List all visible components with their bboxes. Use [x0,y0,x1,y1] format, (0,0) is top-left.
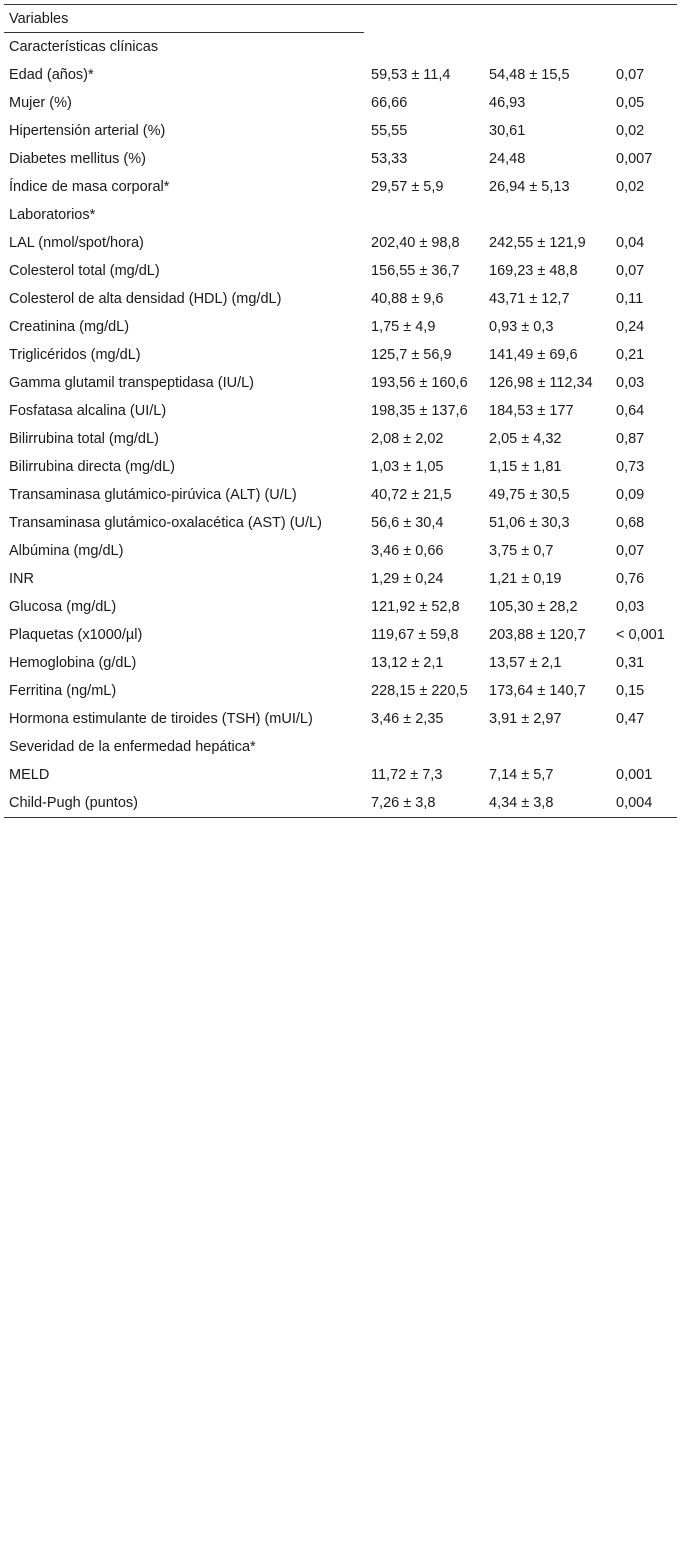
p-value-cell: 0,02 [616,123,645,139]
group-2-value-cell: 105,30 ± 28,2 [489,599,578,615]
table-row [4,285,677,313]
empty-cell [611,33,677,61]
group-1-value-cell: 29,57 ± 5,9 [371,179,444,195]
variable-cell: Child-Pugh (puntos) [9,795,138,811]
group-1-value-cell: 40,88 ± 9,6 [371,291,444,307]
header-variables: Variables [4,5,366,34]
group-1-value-cell: 56,6 ± 30,4 [371,515,444,531]
table-row [4,145,677,173]
table-row [4,705,677,733]
table-row [4,369,677,397]
table-row [4,761,677,789]
group-2-value-cell: 7,14 ± 5,7 [489,767,554,783]
table-row [4,397,677,425]
table-row [4,649,677,677]
variable-cell: Triglicéridos (mg/dL) [9,347,141,363]
group-2-value-cell: 24,48 [489,151,526,167]
p-value-cell: 0,03 [616,599,645,615]
variable-cell: Transaminasa glutámico-pirúvica (ALT) (U/L) [9,487,297,503]
table-row [4,677,677,705]
group-1-value-cell: 2,08 ± 2,02 [371,431,444,447]
empty-cell [366,733,484,761]
group-2-value-cell: 3,91 ± 2,97 [489,711,562,727]
group-2-value-cell: 141,49 ± 69,6 [489,347,578,363]
p-value-cell: 0,21 [616,347,645,363]
variable-cell: Transaminasa glutámico-oxalacética (AST) (U/L) [9,515,322,531]
variable-cell: Glucosa (mg/dL) [9,599,117,615]
group-2-value-cell: 203,88 ± 120,7 [489,627,586,643]
group-1-value-cell: 198,35 ± 137,6 [371,403,468,419]
group-2-value-cell: 46,93 [489,95,526,111]
table-row [4,789,677,818]
group-2-value-cell: 1,15 ± 1,81 [489,459,562,475]
variable-cell: Mujer (%) [9,95,72,111]
group-2-value-cell: 184,53 ± 177 [489,403,574,419]
group-2-value-cell: 242,55 ± 121,9 [489,235,586,251]
p-value-cell: 0,05 [616,95,645,111]
p-value-cell: 0,001 [616,767,653,783]
group-2-value-cell: 49,75 ± 30,5 [489,487,570,503]
p-value-cell: 0,76 [616,571,645,587]
p-value-cell: 0,47 [616,711,645,727]
empty-cell [366,33,484,61]
variable-cell: Hormona estimulante de tiroides (TSH) (mUI/L) [9,711,313,727]
table-row [4,61,677,89]
variable-cell: Edad (años)* [9,67,94,83]
group-1-value-cell: 11,72 ± 7,3 [371,767,443,783]
group-1-value-cell: 53,33 [371,151,408,167]
group-1-value-cell: 193,56 ± 160,6 [371,375,468,391]
table-row [4,341,677,369]
variable-cell: MELD [9,767,50,783]
table-row [4,481,677,509]
data-table-container [4,4,677,818]
variable-cell: LAL (nmol/spot/hora) [9,235,144,251]
group-2-value-cell: 26,94 ± 5,13 [489,179,570,195]
table-row [4,509,677,537]
p-value-cell: 0,09 [616,487,645,503]
table-row [4,117,677,145]
table-row [4,565,677,593]
empty-cell [484,33,611,61]
group-1-value-cell: 3,46 ± 2,35 [371,711,444,727]
empty-cell [611,733,677,761]
group-1-value-cell: 3,46 ± 0,66 [371,543,444,559]
group-1-value-cell: 1,29 ± 0,24 [371,571,444,587]
p-value-cell: 0,02 [616,179,645,195]
table-row [4,621,677,649]
header-group-1 [366,5,484,34]
group-1-value-cell: 228,15 ± 220,5 [371,683,468,699]
group-1-value-cell: 59,53 ± 11,4 [371,67,451,83]
group-1-value-cell: 125,7 ± 56,9 [371,347,452,363]
group-2-value-cell: 13,57 ± 2,1 [489,655,562,671]
table-row [4,313,677,341]
section-label: Severidad de la enfermedad hepática* [9,739,256,755]
group-2-value-cell: 51,06 ± 30,3 [489,515,570,531]
empty-cell [484,733,611,761]
table-row [4,537,677,565]
clinical-variables-table [4,4,677,818]
p-value-cell: 0,007 [616,151,653,167]
table-section-row [4,733,677,761]
p-value-cell: 0,04 [616,235,645,251]
table-row [4,89,677,117]
variable-cell: Colesterol total (mg/dL) [9,263,160,279]
p-value-cell: 0,07 [616,543,645,559]
group-1-value-cell: 121,92 ± 52,8 [371,599,460,615]
table-section-row [4,33,677,61]
variable-cell: Hemoglobina (g/dL) [9,655,137,671]
empty-cell [366,201,484,229]
table-row [4,229,677,257]
group-2-value-cell: 1,21 ± 0,19 [489,571,562,587]
section-label: Características clínicas [9,39,159,55]
table-row [4,453,677,481]
variable-cell: Bilirrubina total (mg/dL) [9,431,159,447]
p-value-cell: 0,64 [616,403,645,419]
p-value-cell: < 0,001 [616,627,665,643]
variable-cell: INR [9,571,34,587]
empty-cell [484,201,611,229]
group-1-value-cell: 7,26 ± 3,8 [371,795,436,811]
variable-cell: Diabetes mellitus (%) [9,151,146,167]
group-1-value-cell: 202,40 ± 98,8 [371,235,460,251]
table-row [4,257,677,285]
p-value-cell: 0,24 [616,319,645,335]
table-row [4,173,677,201]
header-group-2 [484,5,611,34]
p-value-cell: 0,15 [616,683,645,699]
variable-cell: Gamma glutamil transpeptidasa (IU/L) [9,375,254,391]
variable-cell: Fosfatasa alcalina (UI/L) [9,403,167,419]
variable-cell: Albúmina (mg/dL) [9,543,124,559]
group-2-value-cell: 54,48 ± 15,5 [489,67,570,83]
variable-cell: Índice de masa corporal* [9,179,170,195]
table-row [4,593,677,621]
group-1-value-cell: 119,67 ± 59,8 [371,627,459,643]
group-2-value-cell: 30,61 [489,123,526,139]
p-value-cell: 0,31 [616,655,645,671]
p-value-cell: 0,73 [616,459,645,475]
p-value-cell: 0,07 [616,67,645,83]
group-2-value-cell: 173,64 ± 140,7 [489,683,586,699]
group-1-value-cell: 13,12 ± 2,1 [371,655,444,671]
group-1-value-cell: 66,66 [371,95,408,111]
table-body [4,33,677,818]
p-value-cell: 0,07 [616,263,645,279]
p-value-cell: 0,87 [616,431,645,447]
variable-cell: Plaquetas (x1000/µl) [9,627,143,643]
variable-cell: Ferritina (ng/mL) [9,683,117,699]
table-row [4,425,677,453]
group-1-value-cell: 1,03 ± 1,05 [371,459,444,475]
header-p-value [611,5,677,34]
p-value-cell: 0,11 [616,291,644,307]
section-label: Laboratorios* [9,207,96,223]
variable-cell: Colesterol de alta densidad (HDL) (mg/dL) [9,291,282,307]
group-1-value-cell: 40,72 ± 21,5 [371,487,452,503]
group-2-value-cell: 43,71 ± 12,7 [489,291,570,307]
group-2-value-cell: 169,23 ± 48,8 [489,263,578,279]
group-2-value-cell: 3,75 ± 0,7 [489,543,554,559]
group-2-value-cell: 126,98 ± 112,34 [489,375,593,391]
p-value-cell: 0,68 [616,515,645,531]
table-header-row [4,5,677,34]
group-2-value-cell: 2,05 ± 4,32 [489,431,562,447]
empty-cell [611,201,677,229]
variable-cell: Creatinina (mg/dL) [9,319,130,335]
group-1-value-cell: 156,55 ± 36,7 [371,263,460,279]
variable-cell: Bilirrubina directa (mg/dL) [9,459,176,475]
variable-cell: Hipertensión arterial (%) [9,123,166,139]
table-section-row [4,201,677,229]
group-2-value-cell: 0,93 ± 0,3 [489,319,554,335]
group-2-value-cell: 4,34 ± 3,8 [489,795,554,811]
group-1-value-cell: 55,55 [371,123,408,139]
p-value-cell: 0,004 [616,795,653,811]
p-value-cell: 0,03 [616,375,645,391]
group-1-value-cell: 1,75 ± 4,9 [371,319,436,335]
